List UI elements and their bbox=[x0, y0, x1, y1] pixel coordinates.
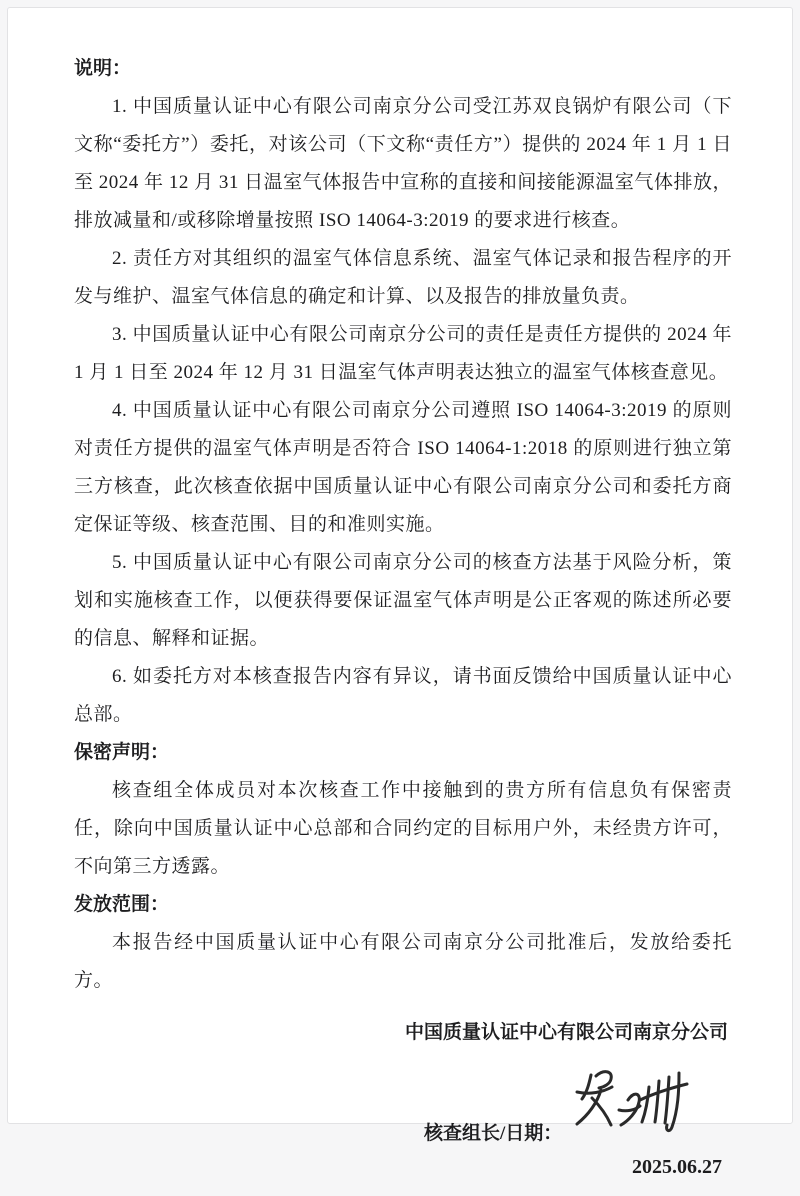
explanation-heading: 说明： bbox=[74, 58, 132, 79]
explanation-item-1: 1. 中国质量认证中心有限公司南京分公司受江苏双良锅炉有限公司（下文称“委托方”）委托，对该公司（下文称“责任方”）提供的 2024 年 1 月 1 日至 2024 年 12 月 31 日温室气体报告中宣称的直接和间接能源温室气体排放，排放减量和/或移除增量按照 ISO 14064-3:2019 的要求进行核查。 bbox=[74, 96, 732, 231]
signoff-signature-block bbox=[74, 1056, 732, 1196]
explanation-item-3: 3. 中国质量认证中心有限公司南京分公司的责任是责任方提供的 2024 年 1 月 1 日至 2024 年 12 月 31 日温室气体声明表达独立的温室气体核查意见。 bbox=[74, 324, 732, 383]
signoff-date: 2025.06.27 bbox=[632, 1156, 722, 1178]
signoff-company-name: 中国质量认证中心有限公司南京分公司 bbox=[404, 1022, 728, 1043]
document-page bbox=[7, 7, 793, 1178]
document-viewer-background bbox=[0, 7, 800, 1178]
distribution-paragraph: 本报告经中国质量认证中心有限公司南京分公司批准后，发放给委托方。 bbox=[74, 932, 732, 991]
distribution-heading: 发放范围： bbox=[74, 894, 170, 915]
explanation-item-4: 4. 中国质量认证中心有限公司南京分公司遵照 ISO 14064-3:2019 的原则对责任方提供的温室气体声明是否符合 ISO 14064-1:2018 的原则进行独立第三方核查，此次核查依据中国质量认证中心有限公司南京分公司和委托方商定保证等级、核查范围、目的和准则实施。 bbox=[74, 400, 732, 535]
explanation-item-6: 6. 如委托方对本核查报告内容有异议，请书面反馈给中国质量认证中心总部。 bbox=[74, 666, 732, 725]
confidentiality-paragraph: 核查组全体成员对本次核查工作中接触到的贵方所有信息负有保密责任，除向中国质量认证中心总部和合同约定的目标用户外，未经贵方许可，不向第三方透露。 bbox=[74, 780, 732, 877]
explanation-item-5: 5. 中国质量认证中心有限公司南京分公司的核查方法基于风险分析，策划和实施核查工作，以便获得要保证温室气体声明是公正客观的陈述所必要的信息、解释和证据。 bbox=[74, 552, 732, 649]
handwritten-signature bbox=[566, 1064, 698, 1136]
confidentiality-heading: 保密声明： bbox=[74, 742, 170, 763]
explanation-item-2: 2. 责任方对其组织的温室气体信息系统、温室气体记录和报告程序的开发与维护、温室气体信息的确定和计算、以及报告的排放量负责。 bbox=[74, 248, 732, 307]
signer-label: 核查组长/日期： bbox=[424, 1123, 563, 1144]
